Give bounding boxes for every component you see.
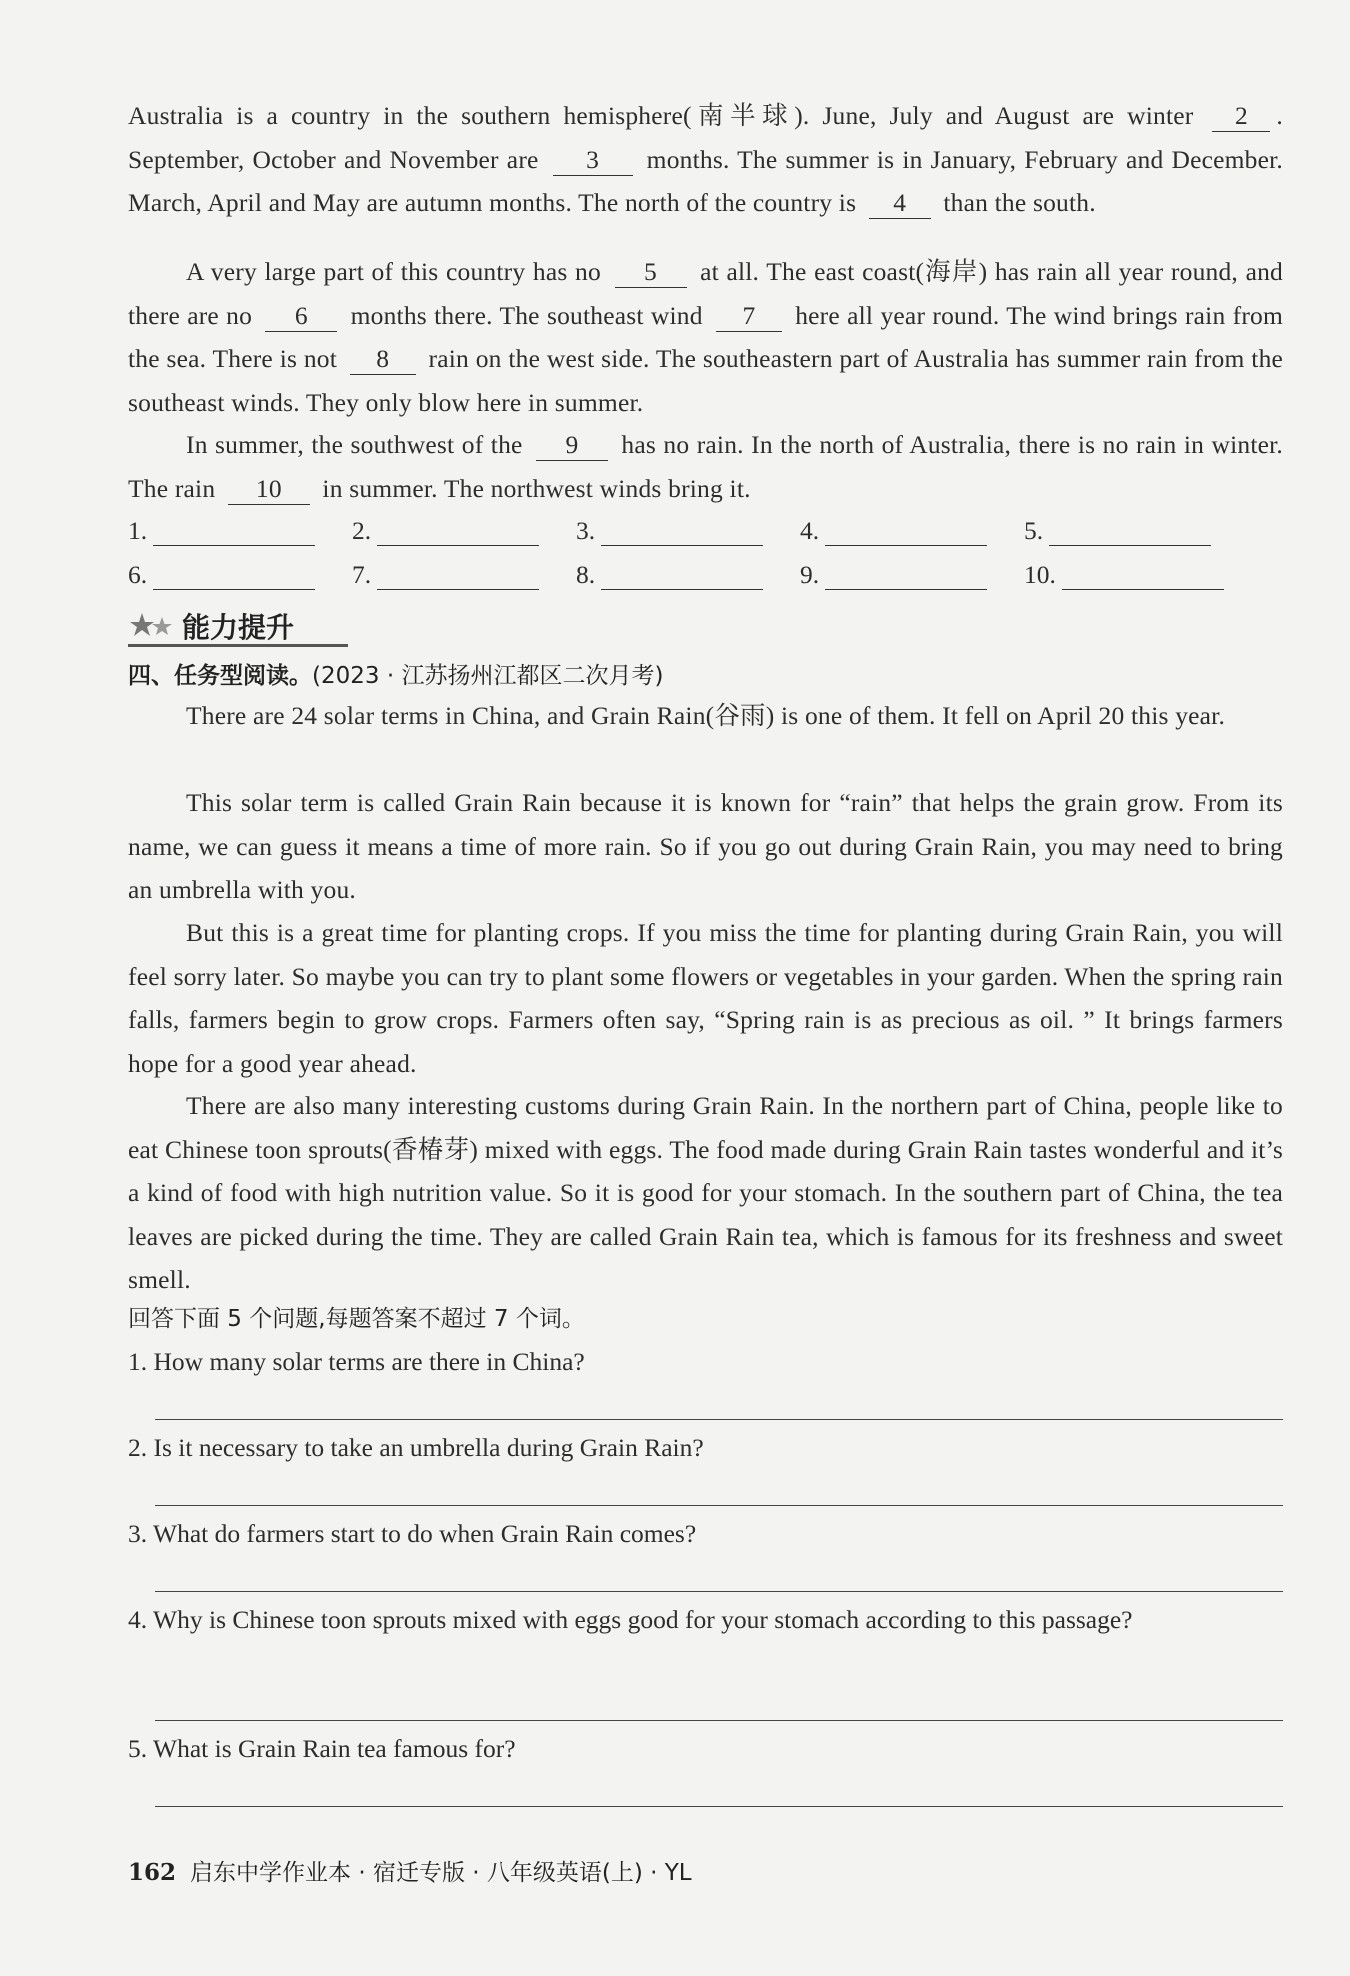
answer-line-2[interactable]: [155, 1505, 1283, 1506]
task-source: (2023 · 江苏扬州江都区二次月考): [312, 663, 664, 689]
passage-text: A very large part of this country has no: [186, 257, 601, 286]
passage1-paragraph3: [128, 423, 1283, 510]
section-title-text: 能力提升: [182, 611, 295, 644]
question-4: 4. Why is Chinese toon sprouts mixed with eggs good for your stomach according to this passage?: [128, 1605, 1133, 1634]
task-heading: [128, 657, 663, 690]
answer-row-1: [128, 516, 1288, 550]
passage2-paragraph3: But this is a great time for planting crops. If you miss the time for planting during Grain Rain, you will feel sorry later. So maybe you can try to plant some flowers or vegetables in your garden. When the spring rain falls, farmers begin to grow crops. Farmers often say, “Spring rain is as precious as oil. ” It brings farmers hope for a good year ahead.: [128, 918, 1283, 1078]
answer-line-5[interactable]: [155, 1806, 1283, 1807]
answer-line-4[interactable]: [155, 1720, 1283, 1721]
blank-8[interactable]: 8: [350, 344, 416, 375]
page-footer: [128, 1854, 692, 1887]
blank-3[interactable]: 3: [553, 145, 633, 176]
passage-text: rain on the west side. The southeastern part of Australia has summer rain from the southeast winds. They only blow here in summer.: [128, 344, 1284, 417]
question-5: 5. What is Grain Rain tea famous for?: [128, 1734, 516, 1763]
passage2-paragraph2: This solar term is called Grain Rain because it is known for “rain” that helps the grain grow. From its name, we can guess it means a time of more rain. So if you go out during Grain Rain, you may need to bring an umbrella with you.: [128, 788, 1283, 904]
section-underline: [128, 644, 348, 647]
answer-slot[interactable]: 2.: [352, 516, 539, 546]
passage-text: has no rain. In the north of Australia, there is no rain in winter. The rain: [128, 430, 1283, 503]
passage-text: months there. The southeast wind: [350, 300, 703, 330]
answer-slot[interactable]: 6.: [128, 560, 315, 590]
passage-text: than the south.: [943, 188, 1096, 217]
passage-text: here all year round. The wind brings rain from the sea. There is not: [128, 300, 1284, 373]
passage-text: months. The summer is in January, February and December. March, April and May are autumn months. The north of the country is: [128, 144, 1283, 217]
page-number: 162: [128, 1859, 177, 1886]
answer-slot[interactable]: 7.: [352, 560, 539, 590]
passage-text: Australia is a country in the southern hemisphere(南半球). June, July and August are winter: [128, 101, 1194, 130]
passage1-paragraph2: [128, 250, 1283, 424]
answer-slot[interactable]: 8.: [576, 560, 763, 590]
passage-text: at all. The east coast(海岸) has rain all year round, and there are no: [128, 257, 1283, 330]
blank-10[interactable]: 10: [228, 474, 310, 505]
task-label: 四、任务型阅读。: [128, 663, 312, 689]
section-title: [128, 606, 294, 646]
book-title: 启东中学作业本 · 宿迁专版 · 八年级英语(上) · YL: [190, 1860, 692, 1886]
answer-slot[interactable]: 10.: [1024, 560, 1224, 590]
blank-2[interactable]: 2: [1212, 101, 1270, 132]
answer-slot[interactable]: 5.: [1024, 516, 1211, 546]
question-3: 3. What do farmers start to do when Grain Rain comes?: [128, 1519, 697, 1548]
passage2-paragraph1: There are 24 solar terms in China, and Grain Rain(谷雨) is one of them. It fell on April 20 this year.: [186, 701, 1226, 730]
passage1-paragraph1: [128, 94, 1283, 225]
passage-text: . September, October and November are: [128, 101, 1283, 174]
blank-9[interactable]: 9: [536, 430, 608, 461]
passage2-paragraph4: There are also many interesting customs during Grain Rain. In the northern part of China, people like to eat Chinese toon sprouts(香椿芽) mixed with eggs. The food made during Grain Rain tastes wonderful and it’s a kind of food with high nutrition value. So it is good for your stomach. In the southern part of China, the tea leaves are picked during the time. They are called Grain Rain tea, which is famous for its freshness and sweet smell.: [128, 1091, 1283, 1294]
answer-row-2: [128, 560, 1288, 594]
blank-5[interactable]: 5: [615, 257, 687, 288]
answer-slot[interactable]: 9.: [800, 560, 987, 590]
answer-slot[interactable]: 4.: [800, 516, 987, 546]
passage-text: In summer, the southwest of the: [186, 430, 523, 459]
answer-line-3[interactable]: [155, 1591, 1283, 1592]
passage-text: in summer. The northwest winds bring it.: [322, 473, 751, 503]
blank-4[interactable]: 4: [869, 188, 931, 219]
answer-line-1[interactable]: [155, 1419, 1283, 1420]
blank-7[interactable]: 7: [716, 301, 782, 332]
answer-slot[interactable]: 1.: [128, 516, 315, 546]
blank-6[interactable]: 6: [265, 301, 337, 332]
instruction: 回答下面 5 个问题,每题答案不超过 7 个词。: [128, 1306, 585, 1332]
question-1: 1. How many solar terms are there in China?: [128, 1347, 585, 1376]
answer-slot[interactable]: 3.: [576, 516, 763, 546]
question-2: 2. Is it necessary to take an umbrella during Grain Rain?: [128, 1433, 704, 1462]
